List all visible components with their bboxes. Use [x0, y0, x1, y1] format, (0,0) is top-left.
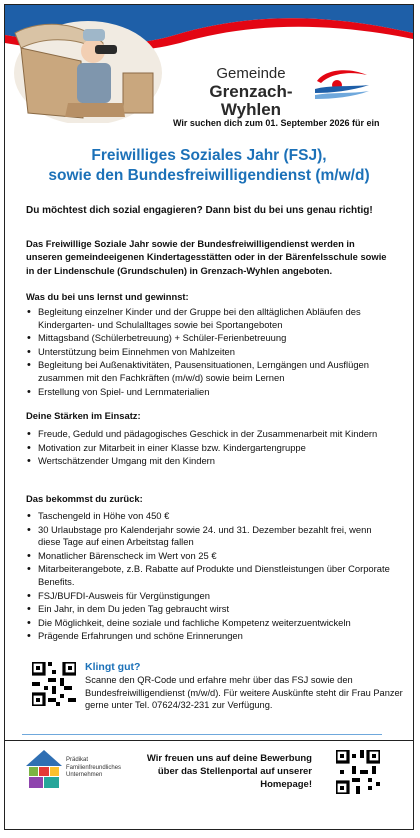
apply-text: Wir freuen uns auf deine Bewerbung über das Stellenportal auf unserer Homepage! [146, 753, 312, 790]
intro-paragraph: Das Freiwillige Soziale Jahr sowie der Bundesfreiwilligendienst werden in unseren gemeindeeigenen Kindertagesstätten oder in der Bärenfelsschule sowie in der Lindenschule (Grundschulen) in Grenzach-Wyhlen angeboten. [26, 238, 387, 276]
list-learn [26, 306, 396, 399]
list-item: • Erstellung von Spiel- und Lernmaterialien [26, 386, 396, 399]
section-heading-learn: Was du bei uns lernst und gewinnst: [26, 291, 189, 302]
section-heading-strengths: Deine Stärken im Einsatz: [26, 410, 141, 421]
list-item: • Die Möglichkeit, deine soziale und fachliche Kompetenz weiterzuentwickeln [26, 617, 396, 630]
list-item: • Wertschätzender Umgang mit den Kindern [26, 455, 396, 468]
divider [22, 734, 382, 735]
title-line2: sowie den Bundesfreiwilligendienst (m/w/d) [48, 167, 370, 184]
closing-text: Scanne den QR-Code und erfahre mehr über das FSJ sowie den Bundesfreiwilligendienst (m/w/d). Für weitere Auskünfte steht dir Frau Panzer gerne unter Tel. 07624/32-231 zur Verfügung. [85, 675, 403, 710]
list-item: • Monatlicher Bärenscheck im Wert von 25 € [26, 550, 396, 563]
closing-title: Klingt gut? [85, 661, 141, 673]
list-item: • Unterstützung beim Einnehmen von Mahlzeiten [26, 346, 396, 359]
list-item: • Mitarbeiterangebote, z.B. Rabatte auf Produkte und Dienstleistungen über Corporate Benefits. [26, 563, 396, 588]
award-line1: Prädikat [66, 757, 89, 763]
municipality-name-line2: Grenzach-Wyhlen [209, 82, 293, 119]
list-item: • Begleitung einzelner Kinder und der Gruppe bei den alltäglichen Abläufen des Kindergarten- und Schulalltages sowie bei Sportangeboten [26, 306, 396, 331]
list-item: • Ein Jahr, in dem Du jeden Tag gebraucht wirst [26, 603, 396, 616]
intro-line: Wir suchen dich zum 01. September 2026 für ein [173, 118, 380, 128]
list-benefits [26, 510, 396, 644]
lead-sentence: Du möchtest dich sozial engagieren? Dann bist du bei uns genau richtig! [26, 205, 373, 216]
child-with-binoculars-photo [13, 13, 163, 123]
section-heading-benefits: Das bekommst du zurück: [26, 493, 143, 504]
list-item: • Prägende Erfahrungen und schöne Erinnerungen [26, 630, 396, 643]
list-item: • FSJ/BUFDI-Ausweis für Vergünstigungen [26, 590, 396, 603]
municipality-name-line1: Gemeinde [216, 65, 286, 82]
list-item: • Freude, Geduld und pädagogisches Geschick in der Zusammenarbeit mit Kindern [26, 428, 396, 441]
municipality-name [191, 65, 311, 119]
list-item: • Taschengeld in Höhe von 450 € [26, 510, 396, 523]
header [5, 5, 413, 137]
qr-code[interactable] [32, 662, 76, 706]
list-item: • Mittagsband (Schülerbetreuung) + Schüler-Ferienbetreuung [26, 332, 396, 345]
family-friendly-award-logo [26, 750, 62, 790]
flyer-title [5, 146, 413, 186]
qr-code[interactable] [336, 750, 380, 794]
list-item: • 30 Urlaubstage pro Kalenderjahr sowie 24. und 31. Dezember bezahlt frei, wenn diese Tage auf einen Arbeitstag fallen [26, 524, 396, 549]
list-strengths [26, 428, 396, 469]
list-item: • Motivation zur Mitarbeit in einer Klasse bzw. Kindergartengruppe [26, 442, 396, 455]
title-line1: Freiwilliges Soziales Jahr (FSJ), [91, 147, 327, 164]
award-label [66, 757, 121, 780]
award-line2: Familienfreundliches [66, 764, 122, 771]
municipality-logo [311, 67, 373, 103]
award-line3: Unternehmen [66, 772, 103, 778]
list-item: • Begleitung bei Außenaktivitäten, Pausensituationen, Lerngängen und Ausflügen zusammen mit den Fachkräften (m/w/d) sowie beim Lernen [26, 359, 396, 384]
